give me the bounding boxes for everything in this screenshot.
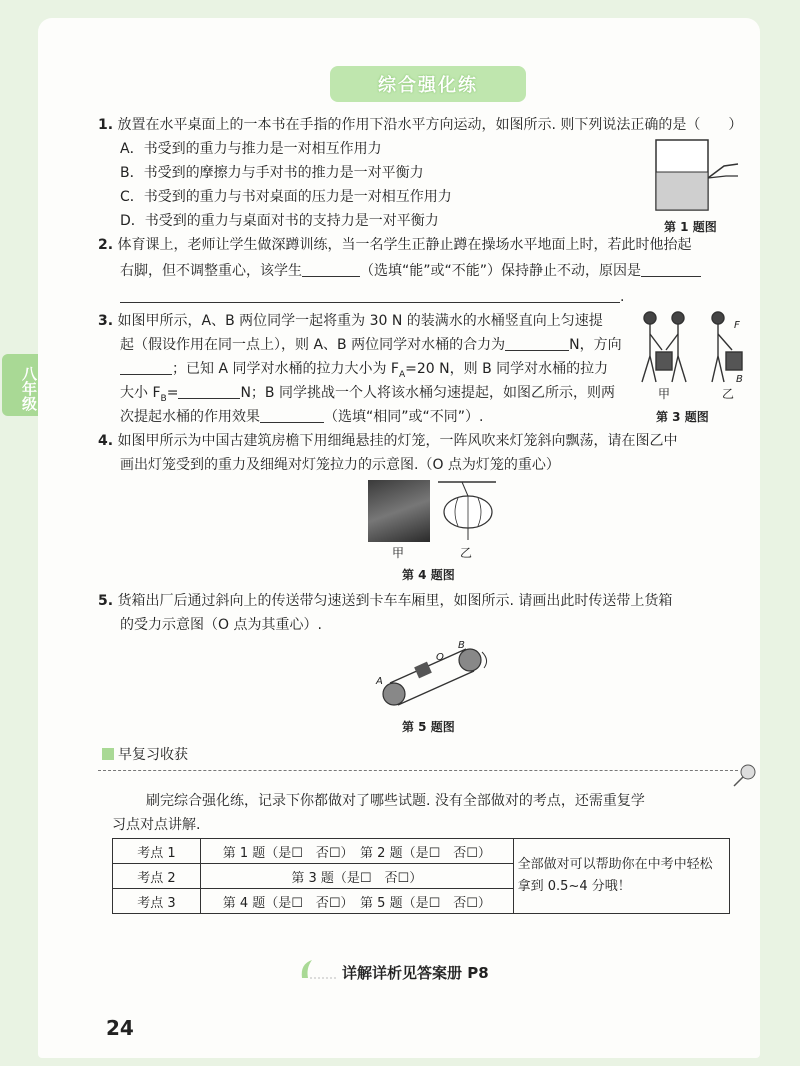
q4-line1-text: 如图甲所示为中国古建筑房檐下用细绳悬挂的灯笼，一阵风吹来灯笼斜向飘荡，请在图乙中 bbox=[117, 433, 678, 449]
q3-line1 bbox=[98, 312, 603, 330]
q2-blank-3[interactable] bbox=[120, 288, 620, 303]
q1-number: 1. bbox=[98, 117, 114, 133]
q3-line4b: = bbox=[166, 385, 179, 401]
q1-stem-text: 放置在水平桌面上的一本书在手指的作用下沿水平方向运动，如图所示. 则下列说法正确的是（ ） bbox=[117, 117, 743, 133]
q4-label-jia: 甲 bbox=[392, 546, 405, 560]
q5-label-b: B bbox=[458, 640, 465, 651]
q3-blank-1[interactable] bbox=[505, 336, 569, 351]
q3-line5a: 次提起水桶的作用效果 bbox=[120, 409, 260, 425]
review-text-2: 习点对点讲解. bbox=[112, 817, 201, 833]
table-cell-point: 考点 2 bbox=[113, 864, 201, 889]
q5-line1 bbox=[98, 592, 672, 610]
q3-sub-b: B bbox=[160, 393, 167, 404]
review-note: 全部做对可以帮助你在中考中轻松拿到 0.5~4 分哦！ bbox=[513, 839, 729, 914]
q3-figure bbox=[632, 306, 750, 402]
q3-label-jia: 甲 bbox=[658, 387, 671, 401]
table-cell-point: 考点 1 bbox=[113, 839, 201, 864]
q5-label-o: O bbox=[436, 652, 444, 663]
q4-number: 4. bbox=[98, 433, 114, 449]
q2-line2b: （选填“能”或“不能”）保持静止不动，原因是 bbox=[360, 263, 642, 279]
q3-caption: 第 3 题图 bbox=[656, 410, 709, 424]
q3-blank-4[interactable] bbox=[260, 408, 324, 423]
q3-line2 bbox=[120, 336, 622, 354]
q4-lantern-figure bbox=[436, 478, 498, 544]
table-row bbox=[113, 839, 730, 864]
review-divider bbox=[98, 770, 738, 771]
q1-book-figure bbox=[650, 136, 742, 216]
q3-line3-text: ；已知 A 同学对水桶的拉力大小为 F bbox=[172, 361, 399, 377]
page-number: 24 bbox=[106, 1016, 134, 1040]
pushpin-icon bbox=[730, 760, 760, 790]
q1-option-a: A．书受到的重力与推力是一对相互作用力 bbox=[120, 141, 382, 157]
table-cell-point: 考点 3 bbox=[113, 889, 201, 914]
q3-sub-a: A bbox=[398, 369, 406, 380]
table-cell-items[interactable]: 第 4 题（是☐ 否☐） 第 5 题（是☐ 否☐） bbox=[200, 889, 513, 914]
q5-label-a: A bbox=[376, 676, 383, 687]
q3-blank-3[interactable] bbox=[178, 384, 240, 399]
grade-side-tab: 八年级 bbox=[2, 354, 38, 416]
q2-line3 bbox=[120, 288, 624, 306]
q4-photo-jia bbox=[368, 480, 430, 542]
q4-line2: 画出灯笼受到的重力及细绳对灯笼拉力的示意图.（O 点为灯笼的重心） bbox=[120, 457, 560, 473]
q3-line1-text: 如图甲所示，A、B 两位同学一起将重为 30 N 的装满水的水桶竖直向上匀速提 bbox=[117, 313, 603, 329]
q5-line2: 的受力示意图（O 点为其重心）. bbox=[120, 617, 322, 633]
q1-stem bbox=[98, 116, 742, 134]
q3-line5b: （选填“相同”或“不同”）. bbox=[324, 409, 484, 425]
leaf-icon bbox=[296, 958, 336, 982]
review-text-1: 刷完综合强化练，记录下你都做对了哪些试题. 没有全部做对的考点，还需重复学 bbox=[146, 793, 645, 809]
q5-number: 5. bbox=[98, 593, 114, 609]
q3-label-f: F bbox=[734, 320, 740, 331]
green-square-icon bbox=[102, 748, 114, 760]
q2-line3-end: . bbox=[620, 289, 625, 305]
q2-line2 bbox=[120, 262, 701, 280]
q3-line4a: 大小 F bbox=[120, 385, 161, 401]
review-title-text: 早复习收获 bbox=[118, 747, 188, 763]
q3-line4 bbox=[120, 384, 615, 408]
footer-answer-ref: 详解详析见答案册 P8 bbox=[342, 964, 489, 982]
q2-line1-text: 体育课上，老师让学生做深蹲训练，当一名学生正静止蹲在操场水平地面上时，若此时他抬起 bbox=[117, 237, 692, 253]
q3-line2a: 起（假设作用在同一点上），则 A、B 两位同学对水桶的合力为 bbox=[120, 337, 506, 353]
q2-line1 bbox=[98, 236, 692, 254]
q3-blank-2[interactable] bbox=[120, 360, 172, 375]
q3-line2b: N，方向 bbox=[569, 337, 622, 353]
review-table bbox=[112, 838, 730, 914]
table-cell-items[interactable]: 第 3 题（是☐ 否☐） bbox=[200, 864, 513, 889]
q5-caption: 第 5 题图 bbox=[402, 720, 455, 734]
review-title bbox=[102, 744, 188, 764]
q3-line3 bbox=[120, 360, 608, 384]
q5-conveyor-figure bbox=[372, 638, 498, 714]
table-cell-items[interactable]: 第 1 题（是☐ 否☐） 第 2 题（是☐ 否☐） bbox=[200, 839, 513, 864]
q4-line1 bbox=[98, 432, 678, 450]
q2-line2a: 右脚，但不调整重心，该学生 bbox=[120, 263, 302, 279]
q3-line3b: =20 N，则 B 同学对水桶的拉力 bbox=[405, 361, 609, 377]
q2-blank-1[interactable] bbox=[302, 262, 360, 277]
q2-number: 2. bbox=[98, 237, 114, 253]
q3-label-b: B bbox=[736, 374, 743, 385]
q1-option-b: B．书受到的摩擦力与手对书的推力是一对平衡力 bbox=[120, 165, 424, 181]
q1-caption: 第 1 题图 bbox=[664, 220, 717, 234]
q3-label-yi: 乙 bbox=[722, 387, 735, 401]
q3-number: 3. bbox=[98, 313, 114, 329]
q4-label-yi: 乙 bbox=[460, 546, 473, 560]
section-header: 综合强化练 bbox=[330, 66, 526, 102]
q3-line5 bbox=[120, 408, 483, 426]
q5-line1-text: 货箱出厂后通过斜向上的传送带匀速送到卡车车厢里，如图所示. 请画出此时传送带上货箱 bbox=[117, 593, 673, 609]
q2-blank-2[interactable] bbox=[641, 262, 701, 277]
q4-caption: 第 4 题图 bbox=[402, 568, 455, 582]
q1-option-d: D．书受到的重力与桌面对书的支持力是一对平衡力 bbox=[120, 213, 439, 229]
q3-line4c: N；B 同学挑战一个人将该水桶匀速提起，如图乙所示，则两 bbox=[240, 385, 615, 401]
q1-option-c: C．书受到的重力与书对桌面的压力是一对相互作用力 bbox=[120, 189, 452, 205]
